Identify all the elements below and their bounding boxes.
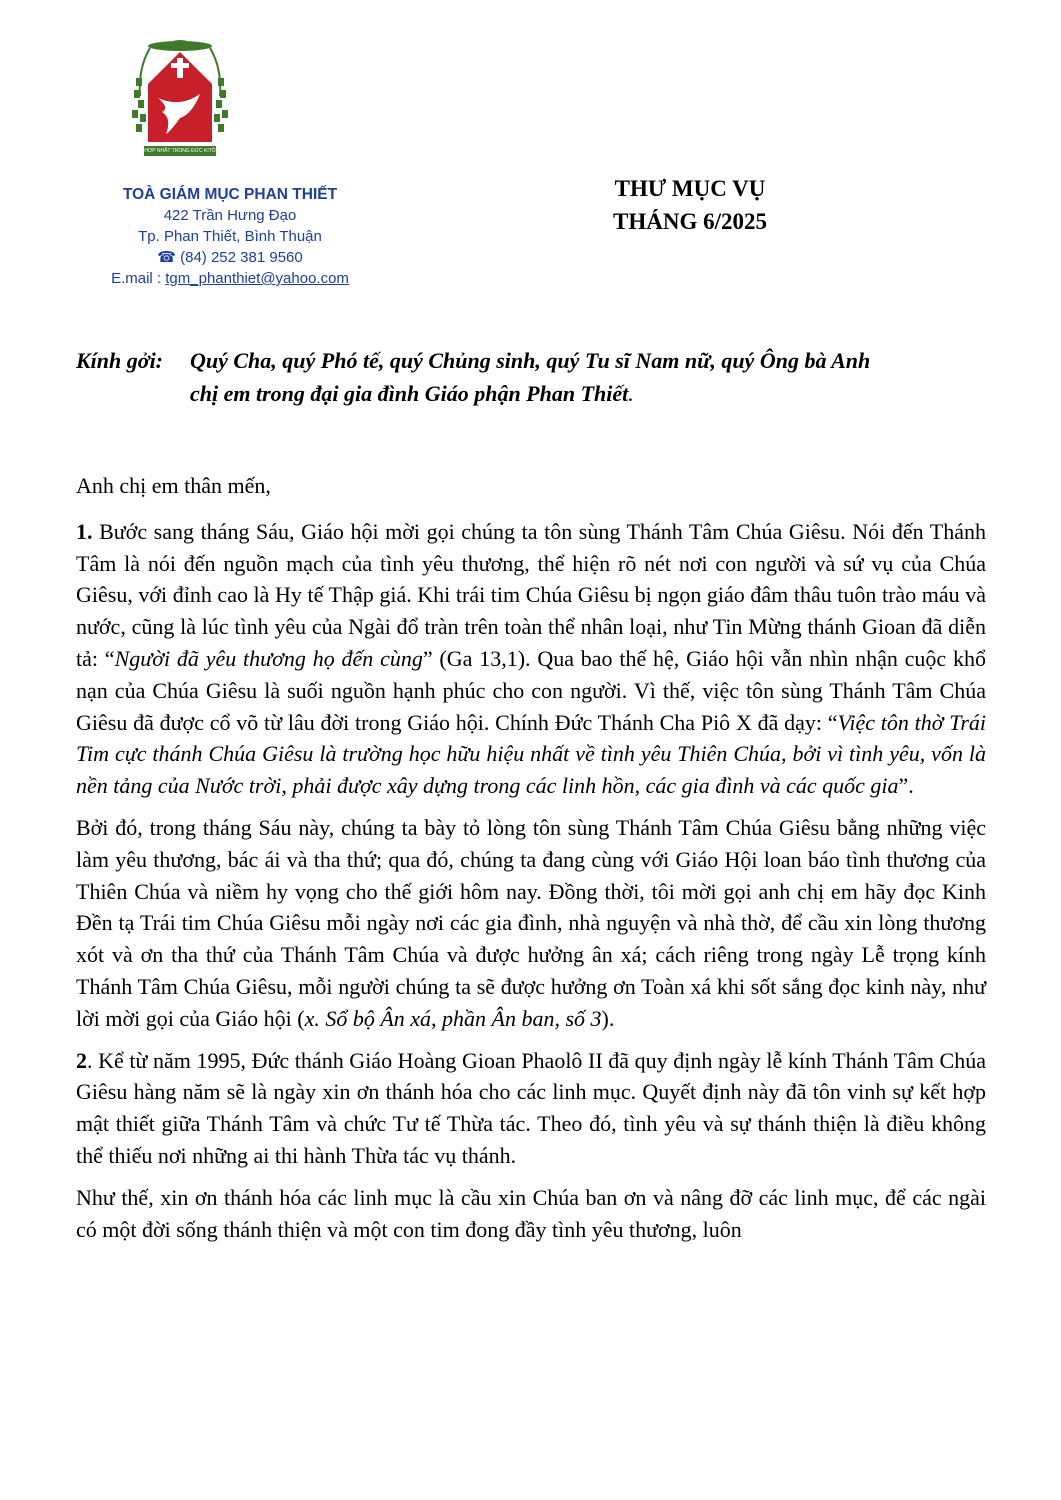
logo-ribbon-text: HỢP NHẤT TRONG ĐỨC KITÔ <box>144 148 216 154</box>
organization-phone: ☎ (84) 252 381 9560 <box>157 249 303 266</box>
title-line-1: THƯ MỤC VỤ <box>614 176 766 201</box>
indulgence-reference: x. Sổ bộ Ân xá, phần Ân ban, số 3 <box>304 1005 602 1031</box>
organization-header <box>40 184 420 289</box>
paragraph-4: Như thế, xin ơn thánh hóa các linh mục là cầu xin Chúa ban ơn và nâng đỡ các linh mục, để các ngài có một đời sống thánh thiện và một con tim đong đầy tình yêu thương, luôn <box>76 1184 986 1242</box>
paragraph-3 <box>76 1045 986 1172</box>
organization-city: Tp. Phan Thiết, Bình Thuận <box>138 228 322 245</box>
greeting: Anh chị em thân mến, <box>76 473 271 498</box>
email-label: E.mail : <box>111 270 166 287</box>
paragraph-number-1: 1. <box>76 518 93 544</box>
organization-name: TOÀ GIÁM MỤC PHAN THIẾT <box>122 186 338 203</box>
paragraph-2-text-b: ). <box>601 1005 615 1031</box>
paragraph-1-text-b: ” (Ga 13,1). Qua bao thế hệ, Giáo hội vẫn nhìn nhận cuộc khổ nạn của Chúa Giêsu là suối nguồn hạnh phúc cho con người. Vì thế, việc tôn sùng Thánh Tâm Chúa Giêsu đã được cổ võ từ lâu đời trong Giáo hội. Chính Đức Thánh Cha Piô X đã dạy: “ <box>76 645 986 735</box>
organization-email-line <box>40 268 420 289</box>
document-title <box>560 172 820 238</box>
pope-pius-quote: Việc tôn thờ Trái Tim cực thánh Chúa Giêsu là trường học hữu hiệu nhất về tình yêu Thiên Chúa, bởi vì tình yêu, vốn là nền tảng của Nước trời, phải được xây dựng trong các linh hồn, các gia đình và các quốc gia <box>76 709 987 799</box>
paragraph-1-text-c: ”. <box>898 773 914 799</box>
paragraph-2-text-a: Bởi đó, trong tháng Sáu này, chúng ta bày tỏ lòng tôn sùng Thánh Tâm Chúa Giêsu bằng những việc làm yêu thương, bác ái và tha thứ; qua đó, chúng ta đang cùng với Giáo Hội loan báo tình thương của Thiên Chúa và niềm hy vọng cho thế giới hôm nay. Đồng thời, tôi mời gọi anh chị em hãy đọc Kinh Đền tạ Trái tim Chúa Giêsu mỗi ngày nơi các gia đình, nhà nguyện và nhà thờ, để cầu xin lòng thương xót và ơn tha thứ của Thánh Tâm Chúa và được hưởng ân xá; cách riêng trong ngày Lễ trọng kính Thánh Tâm Chúa Giêsu, mỗi người chúng ta sẽ được hưởng ơn Toàn xá khi sốt sắng đọc kinh này, như lời mời gọi của Giáo hội ( <box>76 814 986 1031</box>
paragraph-2 <box>76 812 986 1035</box>
salutation-recipients-2: chị em trong đại gia đình Giáo phận Phan Thiết <box>190 381 629 406</box>
organization-address: 422 Trần Hưng Đạo <box>163 207 297 224</box>
salutation-label: Kính gởi: <box>76 348 164 373</box>
gospel-quote: Người đã yêu thương họ đến cùng <box>114 645 423 671</box>
paragraph-3-text: . Kể từ năm 1995, Đức thánh Giáo Hoàng Gioan Phaolô II đã quy định ngày lễ kính Thánh Tâm Chúa Giêsu hàng năm sẽ là ngày xin ơn thánh hóa cho các linh mục. Quyết định này đã tôn vinh sự kết hợp mật thiết giữa Thánh Tâm và chức Tư tế Thừa tác. Theo đó, tình yêu và sự thánh thiện là điều không thể thiếu nơi những ai thi hành Thừa tác vụ thánh. <box>76 1047 986 1168</box>
paragraph-1 <box>76 516 986 802</box>
salutation-recipients-1: Quý Cha, quý Phó tế, quý Chủng sinh, quý Tu sĩ Nam nữ, quý Ông bà Anh <box>190 348 871 373</box>
paragraph-1-text-a: Bước sang tháng Sáu, Giáo hội mời gọi chúng ta tôn sùng Thánh Tâm Chúa Giêsu. Nói đến Thánh Tâm là nói đến nguồn mạch của tình yêu thương, thể hiện rõ nét nơi con người và sứ vụ của Chúa Giêsu, với đỉnh cao là Hy tế Thập giá. Khi trái tim Chúa Giêsu bị ngọn giáo đâm thâu tuôn trào máu và nước, cũng là lúc tình yêu của Ngài đổ tràn trên toàn thể nhân loại, như Tin Mừng thánh Gioan đã diễn tả: “ <box>76 518 986 671</box>
letter-body <box>76 470 986 1245</box>
email-link[interactable]: tgm_phanthiet@yahoo.com <box>165 270 349 287</box>
title-line-2: THÁNG 6/2025 <box>613 209 767 234</box>
salutation <box>76 344 996 410</box>
salutation-end: . <box>628 381 634 406</box>
diocese-coat-of-arms-logo <box>128 38 232 166</box>
paragraph-number-2: 2 <box>76 1047 87 1073</box>
